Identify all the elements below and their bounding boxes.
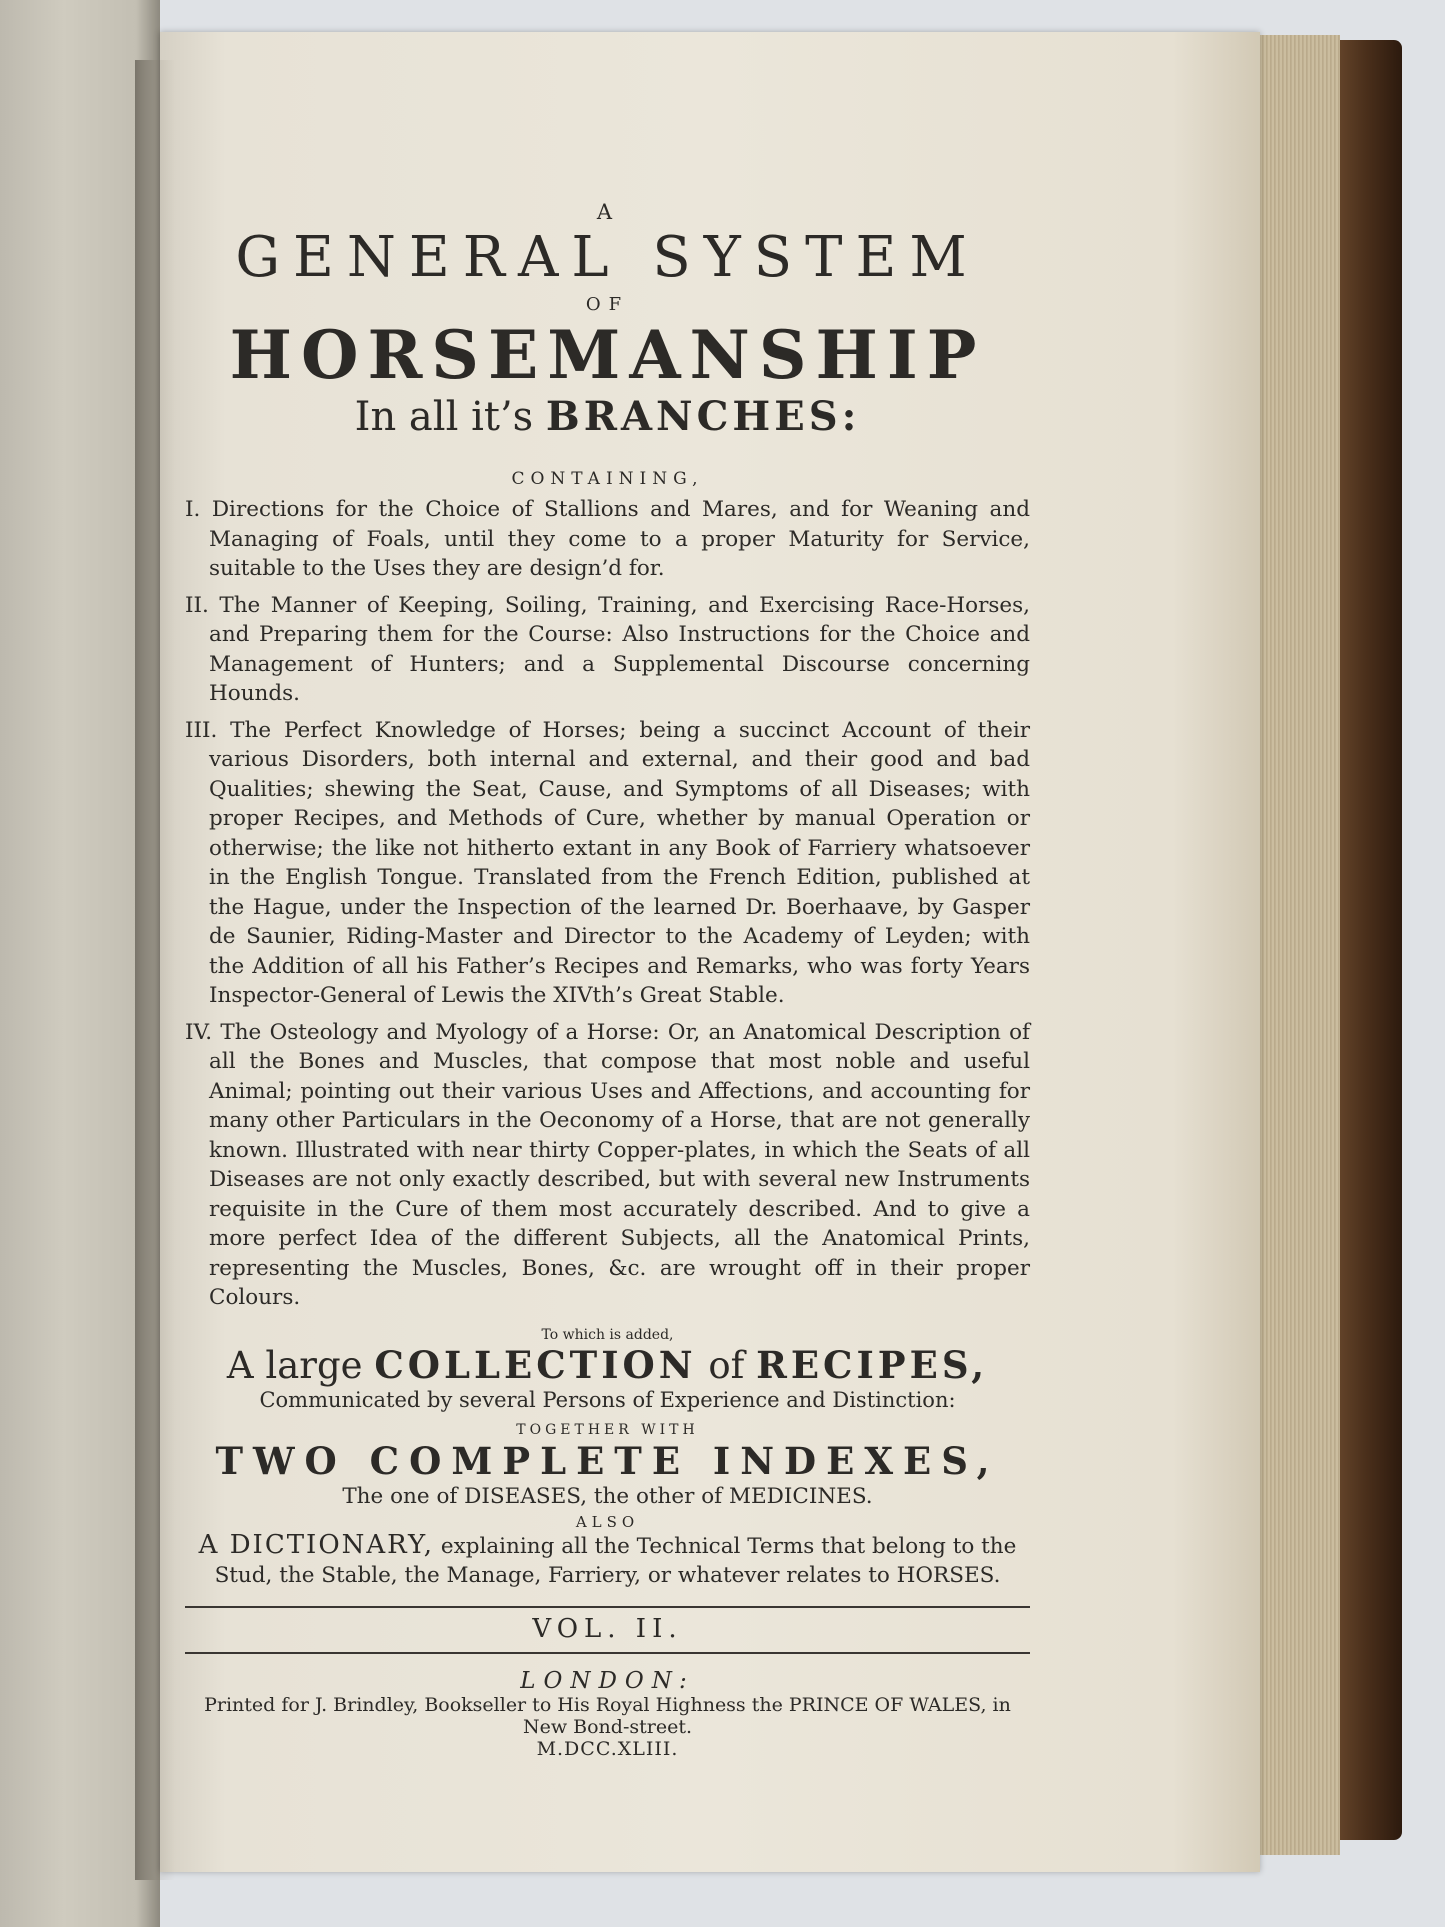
two-complete-indexes: TWO COMPLETE INDEXES, bbox=[215, 1438, 1000, 1483]
title-horsemanship: HORSEMANSHIP bbox=[229, 316, 986, 394]
contents-item-2: II. The Manner of Keeping, Soiling, Training, and Exercising Race-Horses, and Preparing them for the Course: Also Instructions for the Choice and Management of Hunters; and a Supplemental Discourse concerning Hounds. bbox=[185, 592, 1030, 706]
dictionary-word: A DICTIONARY, bbox=[198, 1529, 435, 1560]
contents-item-1: I. Directions for the Choice of Stallions and Mares, and for Weaning and Managing of Foals, until they come to a proper Maturity for Service, suitable to the Uses they are design’d for. bbox=[185, 497, 1030, 581]
imprint-london: LONDON: bbox=[520, 1667, 695, 1694]
together-with: TOGETHER WITH bbox=[516, 1421, 699, 1438]
dictionary-line bbox=[185, 1531, 1030, 1590]
book-cover-edge bbox=[1330, 40, 1402, 1840]
collection-prefix: A large bbox=[226, 1343, 363, 1387]
collection-of: of bbox=[708, 1343, 745, 1387]
collection-recipes: RECIPES, bbox=[756, 1342, 989, 1387]
title-general-system: GENERAL SYSTEM bbox=[235, 225, 980, 290]
volume-label: VOL. II. bbox=[532, 1613, 683, 1644]
branches-word: BRANCHES: bbox=[545, 393, 861, 440]
dictionary-rest: explaining all the Technical Terms that belong to the Stud, the Stable, the Manage, Farriery, or whatever relates to HORSES. bbox=[214, 1533, 1017, 1588]
title-branches bbox=[185, 393, 1030, 441]
title-a: A bbox=[596, 200, 619, 224]
contents-item-3: III. The Perfect Knowledge of Horses; being a succinct Account of their various Disorders, both internal and external, and their good and bad Qualities; shewing the Seat, Cause, and Symptoms of all Diseases; with proper Recipes, and Methods of Cure, whether by manual Operation or otherwise; the like not hitherto extant in any Book of Farriery whatsoever in the English Tongue. Translated from the French Edition, published at the Hague, under the Inspection of the learned Dr. Boerhaave, by Gasper de Saunier, Riding-Master and Director to the Academy of Leyden; with the Addition of all his Father’s Recipes and Remarks, who was forty Years Inspector-General of Lewis the XIVth’s Great Stable. bbox=[185, 717, 1030, 1008]
imprint-printed-for: Printed for J. Brindley, Bookseller to His Royal Highness the PRINCE OF WALES, in New Bond-street. bbox=[204, 1693, 1011, 1738]
collection-word: COLLECTION bbox=[374, 1342, 697, 1387]
title-page-text bbox=[185, 200, 1030, 1760]
bottom-rule bbox=[185, 1652, 1030, 1654]
top-rule bbox=[185, 1606, 1030, 1608]
containing-heading: CONTAINING, bbox=[511, 469, 704, 489]
imprint-date: M.DCC.XLIII. bbox=[536, 1737, 679, 1760]
to-which-added: To which is added, bbox=[541, 1326, 674, 1343]
contents-item-4: IV. The Osteology and Myology of a Horse: Or, an Anatomical Description of all the Bones and Muscles, that compose that most noble and useful Animal; pointing out their various Uses and Affections, and accounting for many other Particulars in the Oeconomy of a Horse, that are not generally known. Illustrated with near thirty Copper-plates, in which the Seats of all Diseases are not only exactly described, but with several new Instruments requisite in the Cure of them most accurately described. And to give a more perfect Idea of the different Subjects, all the Anatomical Prints, representing the Muscles, Bones, &c. are wrought off in their proper Colours. bbox=[185, 1019, 1030, 1310]
book-gutter bbox=[135, 60, 175, 1880]
communicated-line: Communicated by several Persons of Experience and Distinction: bbox=[259, 1387, 956, 1412]
diseases-medicines-line: The one of DISEASES, the other of MEDICINES. bbox=[342, 1483, 873, 1509]
collection-line bbox=[185, 1343, 1030, 1388]
also-heading: ALSO bbox=[575, 1512, 640, 1531]
branches-prefix: In all it’s bbox=[354, 394, 534, 440]
title-of: OF bbox=[585, 294, 630, 315]
